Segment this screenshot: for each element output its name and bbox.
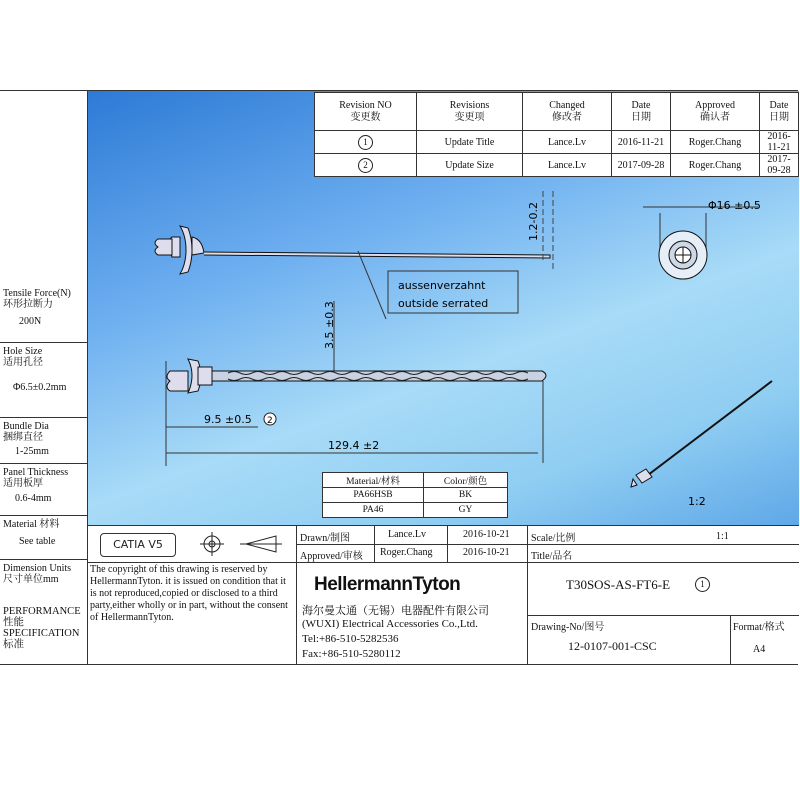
col-header: Date [769, 99, 789, 111]
rev-date: 2016-11-21 [612, 131, 671, 154]
title-label: Title/品名 [531, 551, 573, 562]
material-color: GY [424, 503, 508, 518]
units-label-cn: 尺寸单位mm [3, 574, 59, 585]
units-cell [0, 560, 87, 598]
spec-column [0, 91, 88, 664]
scale-value: 1:1 [716, 531, 729, 542]
material-name: PA46 [323, 503, 424, 518]
bundle-label: Bundle Dia [3, 421, 49, 432]
table-row [323, 503, 508, 518]
table-row [315, 131, 799, 154]
col-header: Date [631, 99, 651, 111]
drawn-label: Drawn/制图 [300, 533, 350, 544]
title-rev: 1 [695, 577, 710, 592]
tensile-label-cn: 环形拉断力 [3, 299, 53, 310]
col-header: Changed [549, 99, 585, 111]
dim-thickness: 1.2-0.2 [527, 202, 540, 241]
drawing-no-label: Drawing-No/图号 [531, 622, 605, 633]
panel-cell [0, 464, 87, 516]
tensile-value: 200N [19, 316, 42, 327]
rev-desc: Update Title [417, 131, 523, 154]
material-value: See table [19, 536, 56, 547]
hole-label: Hole Size [3, 346, 43, 357]
title-value: T30SOS-AS-FT6-E [566, 577, 671, 592]
revision-table [314, 92, 799, 177]
title-block [88, 525, 799, 664]
table-row [323, 488, 508, 503]
col-header: Material/材料 [323, 473, 424, 488]
rev-desc: Update Size [417, 154, 523, 177]
scale-note: 1:2 [688, 495, 706, 508]
tensile-label: Tensile Force(N) [3, 288, 71, 299]
catia-badge: CATIA V5 [100, 533, 176, 557]
col-header-cn: 变更数 [350, 111, 381, 123]
rev-date: 2017-09-28 [612, 154, 671, 177]
dim-diameter: Φ16 ±0.5 [708, 199, 761, 212]
col-header: Revisions [449, 99, 490, 111]
rev-changed: Lance.Lv [523, 131, 612, 154]
scale-label: Scale/比例 [531, 533, 576, 544]
company-name-en: (WUXI) Electrical Accessories Co.,Ltd. [302, 618, 478, 630]
note-en: outside serrated [398, 297, 489, 310]
specification-label-cn: 标准 [3, 639, 24, 650]
tensile-cell [0, 285, 87, 343]
material-color: BK [424, 488, 508, 503]
company-name-cn: 海尔曼太通（无锡）电器配件有限公司 [302, 605, 489, 617]
rev-number: 2 [358, 158, 373, 173]
rev-number: 1 [358, 135, 373, 150]
col-header: Color/颜色 [424, 473, 508, 488]
col-header-cn: 日期 [769, 111, 789, 123]
approved-date: 2016-10-21 [463, 547, 510, 558]
rev-approved-date: 2017-09-28 [760, 154, 799, 177]
material-label: Material 材料 [3, 519, 60, 530]
rev-approved-date: 2016-11-21 [760, 131, 799, 154]
panel-label-cn: 适用板厚 [3, 478, 43, 489]
projection-symbol-icon [194, 532, 288, 558]
performance-label-cn: 性能 [3, 617, 24, 628]
material-name: PA66HSB [323, 488, 424, 503]
bundle-label-cn: 捆绑直径 [3, 432, 43, 443]
approved-label: Approved/审核 [300, 551, 363, 562]
note-de: aussenverzahnt [398, 279, 486, 292]
format-label: Format/格式 [733, 622, 785, 633]
dim-head-rev: 2 [267, 416, 273, 426]
rev-changed: Lance.Lv [523, 154, 612, 177]
dim-length: 129.4 ±2 [328, 439, 380, 452]
company-tel: Tel:+86-510-5282536 [302, 633, 399, 645]
panel-label: Panel Thickness [3, 467, 69, 478]
performance-cell [0, 603, 87, 663]
bundle-cell [0, 418, 87, 464]
company-fax: Fax:+86-510-5280112 [302, 648, 401, 660]
col-header-cn: 确认者 [700, 111, 730, 123]
dim-head: 9.5 ±0.5 [204, 413, 252, 426]
drawn-by: Lance.Lv [388, 529, 427, 540]
rev-approved: Roger.Chang [671, 154, 760, 177]
drawing-no: 12-0107-001-CSC [568, 639, 657, 653]
units-label: Dimension Units [3, 563, 72, 574]
col-header-cn: 日期 [631, 111, 651, 123]
approved-by: Roger.Chang [380, 547, 433, 558]
hole-label-cn: 适用孔径 [3, 357, 43, 368]
col-header: Approved [695, 99, 735, 111]
performance-label: PERFORMANCE [3, 606, 81, 617]
company-logo: HellermannTyton [314, 574, 461, 595]
hole-value: Φ6.5±0.2mm [13, 382, 67, 393]
bundle-value: 1-25mm [15, 446, 49, 457]
end-view [643, 207, 758, 279]
dim-height: 3.5 ±0.3 [323, 301, 336, 349]
format-value: A4 [753, 644, 766, 655]
drawn-date: 2016-10-21 [463, 529, 510, 540]
material-table [322, 472, 508, 518]
rev-approved: Roger.Chang [671, 131, 760, 154]
col-header-cn: 变更项 [454, 111, 485, 123]
material-cell [0, 516, 87, 560]
side-view [155, 191, 553, 319]
iso-view [631, 381, 772, 487]
table-row [315, 154, 799, 177]
copyright-text: The copyright of this drawing is reserved by HellermannTyton. it is issued on condition that it is not reproduced,copied or disclosed to a third party,either wholly or in part, without the consent of HellermannTyton. [90, 564, 288, 623]
col-header: Revision NO [339, 99, 392, 111]
specification-label: SPECIFICATION [3, 628, 80, 639]
hole-cell [0, 343, 87, 418]
col-header-cn: 修改者 [552, 111, 582, 123]
panel-value: 0.6-4mm [15, 493, 52, 504]
